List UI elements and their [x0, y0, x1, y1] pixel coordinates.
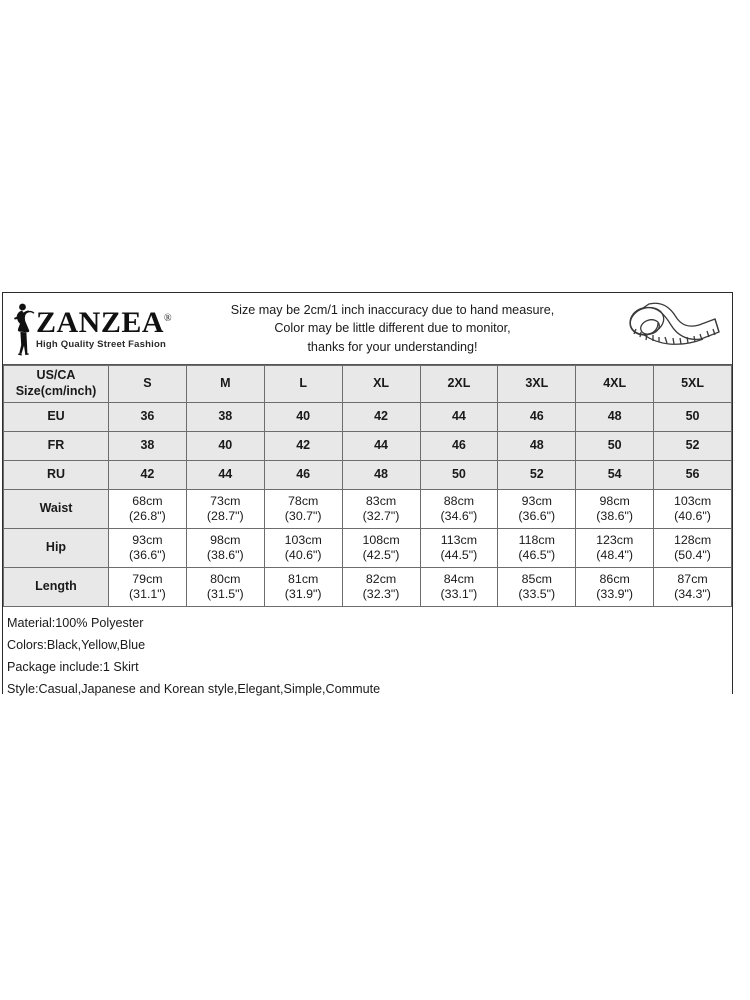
value-cm: 68cm [132, 493, 163, 508]
chart-header [3, 293, 732, 365]
cell-length-m [186, 568, 264, 607]
detail-colors: Colors:Black,Yellow,Blue [7, 637, 146, 652]
cell-fr-s: 38 [109, 432, 187, 461]
cell-hip-5xl [654, 529, 732, 568]
value-cm: 128cm [673, 532, 712, 547]
value-cm: 87cm [677, 571, 708, 586]
corner-header-cell [4, 366, 109, 403]
corner-label-line-2: Size(cm/inch) [15, 384, 97, 398]
cell-length-s [109, 568, 187, 607]
cell-hip-xl [342, 529, 420, 568]
value-cm: 93cm [521, 493, 552, 508]
size-table-body [4, 366, 732, 607]
table-header-row [4, 366, 732, 403]
value-inch: (33.1") [440, 587, 478, 601]
value-cm: 103cm [673, 493, 712, 508]
cell-ru-5xl: 56 [654, 461, 732, 490]
value-cm: 98cm [210, 532, 241, 547]
cell-eu-3xl: 46 [498, 403, 576, 432]
cell-fr-2xl: 46 [420, 432, 498, 461]
value-inch: (40.6") [674, 509, 711, 523]
registered-mark: ® [164, 312, 173, 324]
value-cm: 86cm [599, 571, 630, 586]
value-inch: (31.9") [284, 587, 322, 601]
value-cm: 79cm [132, 571, 163, 586]
cell-length-l [264, 568, 342, 607]
value-inch: (36.6") [129, 548, 166, 562]
value-cm: 103cm [284, 532, 322, 547]
value-cm: 83cm [365, 493, 397, 508]
cell-ru-l: 46 [264, 461, 342, 490]
size-header-3xl: 3XL [498, 366, 576, 403]
table-row [4, 529, 732, 568]
cell-ru-s: 42 [109, 461, 187, 490]
value-cm: 98cm [599, 493, 630, 508]
cell-fr-l: 42 [264, 432, 342, 461]
brand-text [36, 305, 173, 350]
cell-ru-m: 44 [186, 461, 264, 490]
cell-waist-5xl [654, 490, 732, 529]
detail-material: Material:100% Polyester [7, 616, 144, 630]
size-header-m: M [186, 366, 264, 403]
woman-silhouette-icon [9, 301, 35, 357]
cell-waist-3xl [498, 490, 576, 529]
cell-fr-xl: 44 [342, 432, 420, 461]
value-inch: (50.4") [674, 548, 711, 562]
value-cm: 88cm [443, 493, 475, 508]
value-inch: (44.5") [440, 548, 478, 562]
cell-length-4xl [576, 568, 654, 607]
cell-waist-4xl [576, 490, 654, 529]
row-label-waist: Waist [4, 490, 109, 529]
measuring-tape-icon [619, 299, 727, 359]
row-label-ru: RU [4, 461, 109, 490]
value-cm: 108cm [362, 532, 400, 547]
value-cm: 123cm [596, 532, 634, 547]
value-inch: (46.5") [518, 548, 556, 562]
cell-eu-5xl: 50 [654, 403, 732, 432]
value-inch: (38.6") [596, 509, 634, 523]
table-row [4, 568, 732, 607]
cell-length-xl [342, 568, 420, 607]
cell-length-3xl [498, 568, 576, 607]
value-inch: (34.3") [674, 587, 711, 601]
value-cm: 84cm [443, 571, 475, 586]
notice-line-2: Color may be little different due to monitor, [274, 321, 511, 336]
cell-ru-4xl: 54 [576, 461, 654, 490]
brand-name [36, 305, 173, 339]
size-header-s: S [109, 366, 187, 403]
measurement-notice [171, 301, 614, 357]
cell-waist-l [264, 490, 342, 529]
value-inch: (32.7") [362, 509, 400, 523]
value-cm: 85cm [521, 571, 552, 586]
size-header-4xl: 4XL [576, 366, 654, 403]
value-cm: 82cm [365, 571, 397, 586]
cell-fr-4xl: 50 [576, 432, 654, 461]
cell-length-2xl [420, 568, 498, 607]
value-inch: (42.5") [362, 548, 400, 562]
detail-package: Package include:1 Skirt [7, 659, 139, 674]
cell-eu-l: 40 [264, 403, 342, 432]
corner-label-line-1: US/CA [36, 368, 76, 383]
value-inch: (48.4") [596, 548, 634, 562]
detail-style: Style:Casual,Japanese and Korean style,Elegant,Simple,Commute [7, 681, 381, 696]
value-inch: (30.7") [284, 509, 322, 523]
product-details [3, 607, 732, 702]
cell-hip-l [264, 529, 342, 568]
value-inch: (26.8") [129, 509, 166, 523]
cell-hip-2xl [420, 529, 498, 568]
cell-hip-3xl [498, 529, 576, 568]
cell-eu-s: 36 [109, 403, 187, 432]
value-inch: (36.6") [518, 509, 556, 523]
cell-eu-4xl: 48 [576, 403, 654, 432]
value-cm: 80cm [210, 571, 241, 586]
size-header-2xl: 2XL [420, 366, 498, 403]
row-label-length: Length [4, 568, 109, 607]
value-inch: (34.6") [440, 509, 478, 523]
table-row [4, 490, 732, 529]
size-header-5xl: 5XL [654, 366, 732, 403]
value-inch: (33.9") [596, 587, 634, 601]
row-label-hip: Hip [4, 529, 109, 568]
cell-waist-m [186, 490, 264, 529]
cell-ru-3xl: 52 [498, 461, 576, 490]
table-row [4, 403, 732, 432]
table-row [4, 461, 732, 490]
size-table [3, 365, 732, 607]
value-cm: 113cm [440, 532, 478, 547]
cell-eu-xl: 42 [342, 403, 420, 432]
size-chart-card [2, 292, 733, 694]
cell-waist-s [109, 490, 187, 529]
brand-name-text: ZANZEA [36, 305, 165, 339]
tape-illustration [614, 299, 732, 359]
value-inch: (32.3") [362, 587, 400, 601]
value-cm: 118cm [518, 532, 555, 547]
brand-logo [3, 301, 171, 357]
value-inch: (40.6") [284, 548, 322, 562]
value-cm: 93cm [132, 532, 163, 547]
cell-hip-4xl [576, 529, 654, 568]
value-inch: (38.6") [206, 548, 244, 562]
row-label-eu: EU [4, 403, 109, 432]
value-inch: (33.5") [518, 587, 556, 601]
cell-waist-xl [342, 490, 420, 529]
row-label-fr: FR [4, 432, 109, 461]
value-inch: (31.5") [206, 587, 244, 601]
table-row [4, 432, 732, 461]
cell-hip-s [109, 529, 187, 568]
cell-length-5xl [654, 568, 732, 607]
size-header-l: L [264, 366, 342, 403]
value-inch: (31.1") [129, 587, 166, 601]
cell-fr-5xl: 52 [654, 432, 732, 461]
value-cm: 81cm [288, 571, 319, 586]
notice-line-3: thanks for your understanding! [307, 339, 478, 354]
cell-hip-m [186, 529, 264, 568]
cell-eu-m: 38 [186, 403, 264, 432]
notice-line-1: Size may be 2cm/1 inch inaccuracy due to hand measure, [230, 302, 555, 317]
size-header-xl: XL [342, 366, 420, 403]
cell-waist-2xl [420, 490, 498, 529]
cell-fr-3xl: 48 [498, 432, 576, 461]
cell-eu-2xl: 44 [420, 403, 498, 432]
value-cm: 78cm [288, 493, 319, 508]
value-inch: (28.7") [206, 509, 244, 523]
value-cm: 73cm [210, 493, 241, 508]
cell-fr-m: 40 [186, 432, 264, 461]
cell-ru-2xl: 50 [420, 461, 498, 490]
brand-tagline: High Quality Street Fashion [36, 338, 166, 350]
cell-ru-xl: 48 [342, 461, 420, 490]
